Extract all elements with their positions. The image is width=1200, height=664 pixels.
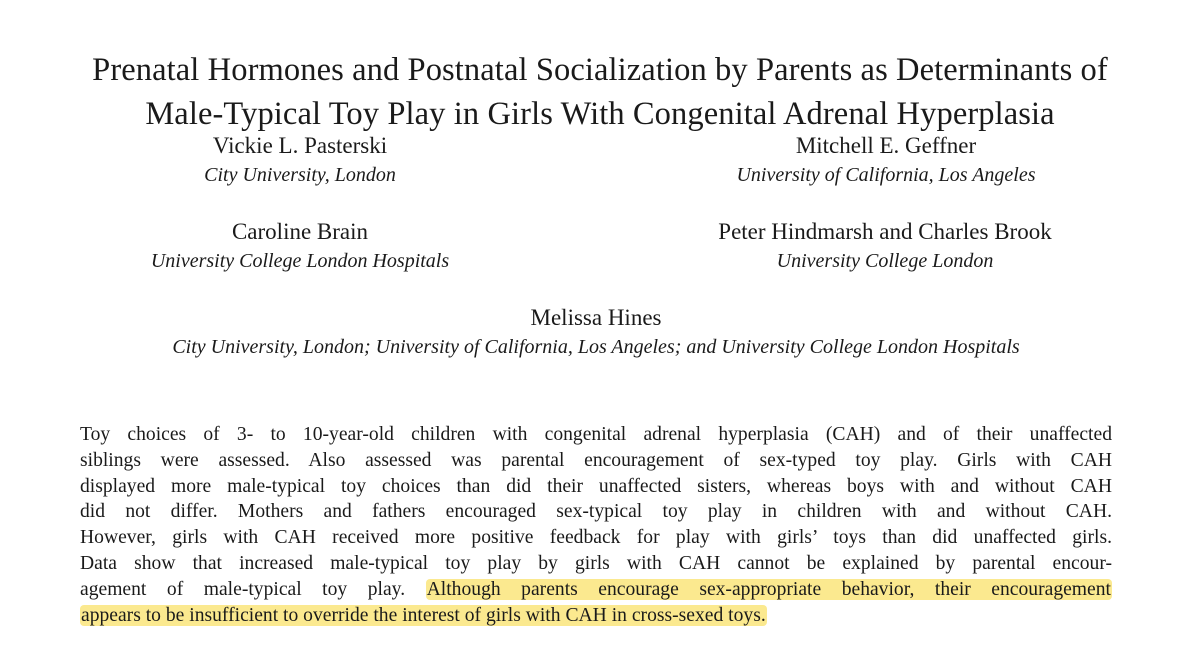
abstract-text: agement of male-typical toy play. [80, 578, 426, 600]
author-block [0, 303, 1192, 361]
author-block [100, 217, 500, 275]
abstract-line: Toy choices of 3- to 10-year-old children with congenital adrenal hyperplasia (CAH) and of their unaffected [80, 424, 1112, 445]
abstract-line: displayed more male-typical toy choices than did their unaffected sisters, whereas boys with and without CAH [80, 475, 1112, 497]
author-name: Peter Hindmarsh and Charles Brook [718, 219, 1052, 244]
abstract-line: did not differ. Mothers and fathers encouraged sex-typical toy play in children with and without CAH. [80, 501, 1112, 523]
author-affiliation: University College London Hospitals [150, 250, 450, 272]
abstract-line: Data show that increased male-typical toy play by girls with CAH cannot be explained by parental encour- [80, 552, 1112, 574]
author-name: Melissa Hines [530, 305, 662, 330]
author-name: Caroline Brain [231, 219, 369, 244]
abstract-line: However, girls with CAH received more positive feedback for play with girls’ toys than did unaffected girls. [80, 527, 1112, 549]
paper-title-line-2: Male-Typical Toy Play in Girls With Congenital Adrenal Hyperplasia [145, 95, 1055, 132]
author-affiliation: University College London [776, 250, 994, 272]
abstract [80, 422, 1112, 628]
author-affiliation: University of California, Los Angeles [736, 164, 1036, 186]
author-name: Vickie L. Pasterski [212, 133, 388, 158]
author-block [640, 217, 1130, 275]
author-block [100, 131, 500, 189]
author-affiliation: City University, London; University of California, Los Angeles; and University College London Hospitals [172, 336, 1020, 358]
abstract-line [80, 603, 1112, 629]
highlighted-text: appears to be insufficient to override the interest of girls with CAH in cross-sexed toys. [81, 604, 766, 626]
author-affiliation: City University, London [204, 164, 396, 186]
abstract-line: siblings were assessed. Also assessed was parental encouragement of sex-typed toy play. Girls with CAH [80, 449, 1112, 471]
highlighted-text: Although parents encourage sex-appropriate behavior, their encouragement [426, 578, 1111, 600]
author-block [686, 131, 1086, 189]
abstract-line [80, 577, 1112, 603]
paper-title-line-1: Prenatal Hormones and Postnatal Socialization by Parents as Determinants of [92, 51, 1108, 88]
author-name: Mitchell E. Geffner [795, 133, 977, 158]
paper-title [0, 48, 1200, 136]
